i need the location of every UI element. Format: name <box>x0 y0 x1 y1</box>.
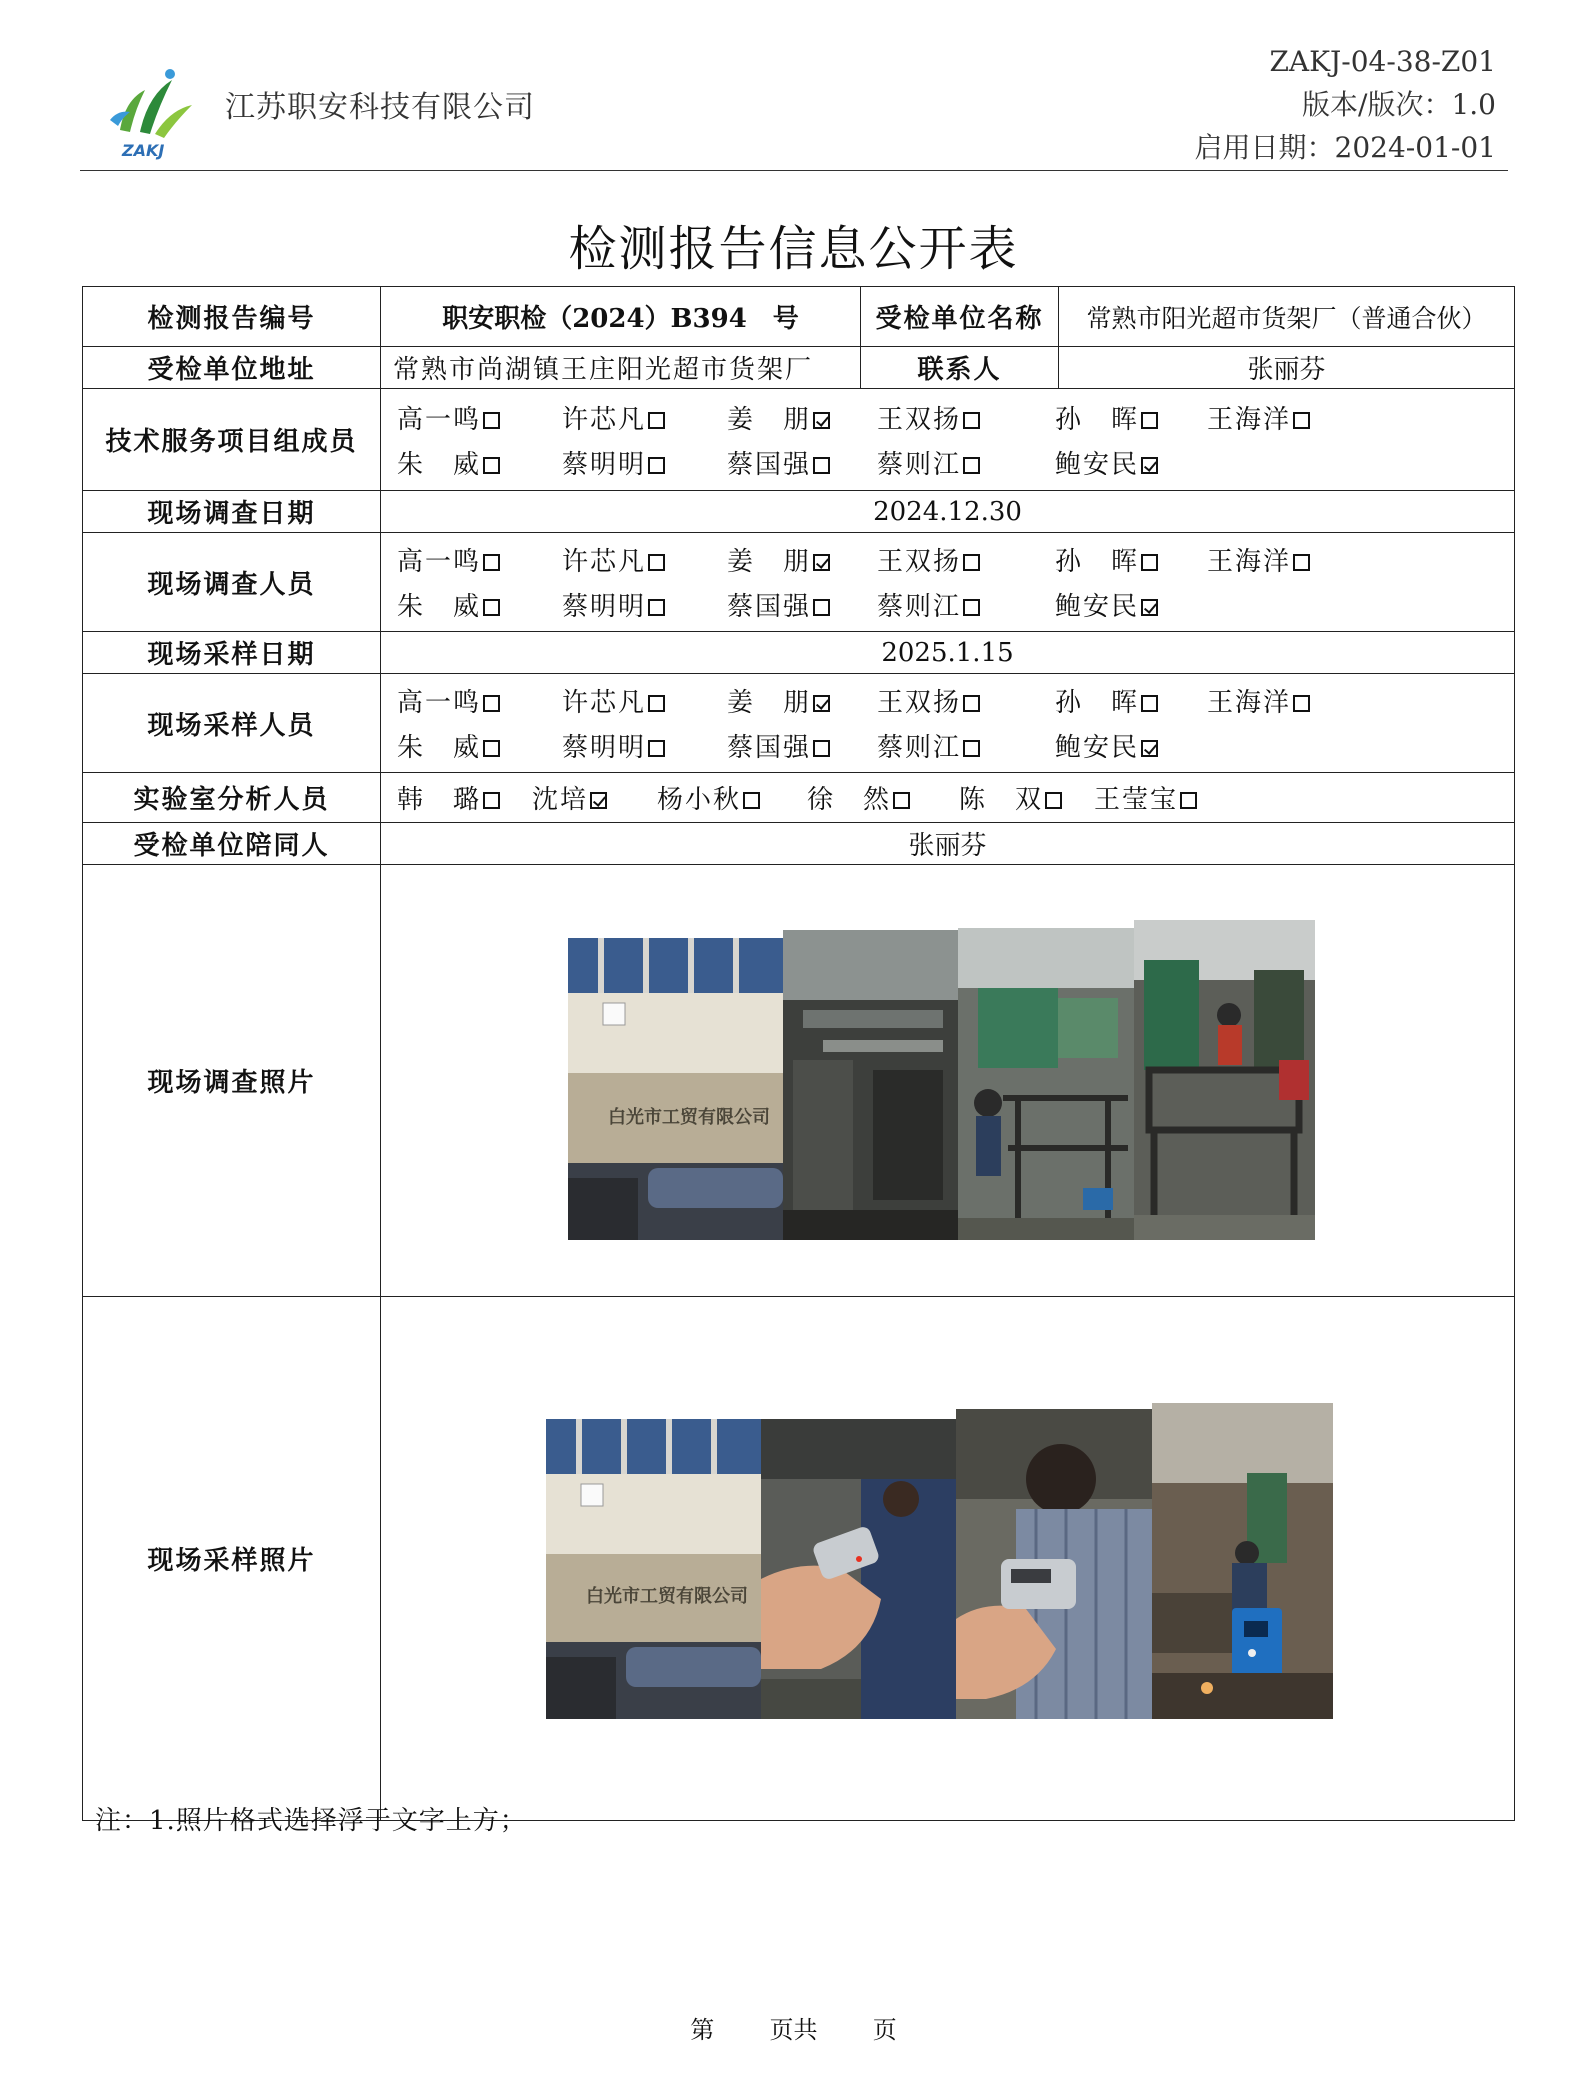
staff-item <box>877 727 1055 764</box>
unchecked-box-icon[interactable] <box>648 554 665 571</box>
contact: 张丽芬 <box>1059 347 1515 389</box>
unchecked-box-icon[interactable] <box>813 457 830 474</box>
staff-item <box>1055 399 1207 436</box>
staff-name: 朱 威 <box>397 733 482 763</box>
sampling-date-label: 现场采样日期 <box>83 632 381 674</box>
company-name: 江苏职安科技有限公司 <box>225 90 535 125</box>
sampling-photos-label: 现场采样照片 <box>83 1297 381 1821</box>
checked-box-icon[interactable] <box>590 792 607 809</box>
staff-item <box>562 541 727 578</box>
team-members <box>381 389 1515 491</box>
staff-name: 王双扬 <box>877 688 962 718</box>
unchecked-box-icon[interactable] <box>1141 412 1158 429</box>
page-header <box>80 40 1508 171</box>
staff-name: 高一鸣 <box>397 688 482 718</box>
report-info-table <box>82 286 1515 1821</box>
staff-item <box>397 586 562 623</box>
photo-sign-text-2: 白光市工贸有限公司 <box>586 1585 748 1607</box>
sampling-photos <box>381 1297 1515 1821</box>
company-logo <box>100 60 200 160</box>
photo-sampling-device-2 <box>956 1409 1152 1719</box>
staff-item <box>562 682 727 719</box>
checked-box-icon[interactable] <box>1141 599 1158 616</box>
staff-item <box>657 779 807 816</box>
staff-name: 蔡明明 <box>562 733 647 763</box>
staff-item <box>727 444 877 481</box>
staff-name: 蔡则江 <box>877 592 962 622</box>
survey-staff-label: 现场调查人员 <box>83 533 381 632</box>
unchecked-box-icon[interactable] <box>893 792 910 809</box>
staff-item <box>877 399 1055 436</box>
staff-item <box>727 727 877 764</box>
unit-name-label: 受检单位名称 <box>861 287 1059 347</box>
staff-name: 姜 朋 <box>727 404 812 435</box>
staff-name: 孙 晖 <box>1055 688 1140 718</box>
staff-item <box>397 727 562 764</box>
staff-name: 朱 威 <box>397 449 482 480</box>
unchecked-box-icon[interactable] <box>963 554 980 571</box>
staff-item <box>807 779 959 816</box>
staff-item <box>1207 541 1367 578</box>
staff-item <box>562 727 727 764</box>
staff-item <box>877 444 1055 481</box>
staff-name: 蔡明明 <box>562 592 647 622</box>
staff-item <box>1055 541 1207 578</box>
staff-item <box>1094 779 1244 816</box>
staff-item <box>1055 682 1207 719</box>
logo-text: ZAKJ <box>122 141 165 160</box>
staff-name: 蔡则江 <box>877 449 962 480</box>
unchecked-box-icon[interactable] <box>648 695 665 712</box>
address: 常熟市尚湖镇王庄阳光超市货架厂 <box>381 347 861 389</box>
unchecked-box-icon[interactable] <box>813 599 830 616</box>
staff-name: 许芯凡 <box>562 547 647 577</box>
staff-name: 蔡则江 <box>877 733 962 763</box>
checked-box-icon[interactable] <box>1141 457 1158 474</box>
staff-item <box>1207 399 1367 436</box>
staff-item <box>1055 586 1207 623</box>
survey-staff <box>381 533 1515 632</box>
staff-name: 朱 威 <box>397 592 482 622</box>
staff-name: 许芯凡 <box>562 404 647 435</box>
photo-workshop-2 <box>958 928 1134 1240</box>
report-no: 职安职检（2024）B394 号 <box>381 287 861 347</box>
staff-name: 蔡国强 <box>727 449 812 480</box>
escort: 张丽芬 <box>381 823 1515 865</box>
checked-box-icon[interactable] <box>813 695 830 712</box>
staff-item <box>397 541 562 578</box>
lab-label: 实验室分析人员 <box>83 773 381 823</box>
unchecked-box-icon[interactable] <box>1293 412 1310 429</box>
staff-name: 徐 然 <box>807 785 892 815</box>
staff-name: 王双扬 <box>877 404 962 435</box>
contact-label: 联系人 <box>861 347 1059 389</box>
unchecked-box-icon[interactable] <box>743 792 760 809</box>
survey-photos <box>381 865 1515 1297</box>
sampling-staff <box>381 674 1515 773</box>
staff-item <box>397 444 562 481</box>
page-footer <box>0 2010 1587 2045</box>
checked-box-icon[interactable] <box>1141 740 1158 757</box>
unchecked-box-icon[interactable] <box>483 599 500 616</box>
lab-staff <box>381 773 1515 823</box>
staff-name: 鲍安民 <box>1055 592 1140 622</box>
unchecked-box-icon[interactable] <box>963 457 980 474</box>
unchecked-box-icon[interactable] <box>1141 695 1158 712</box>
staff-item <box>532 779 657 816</box>
staff-item <box>562 444 727 481</box>
unit-name: 常熟市阳光超市货架厂（普通合伙） <box>1059 287 1515 347</box>
footnote: 注：1.照片格式选择浮于文字上方； <box>95 1806 527 1836</box>
doc-version: 版本/版次：1.0 <box>1302 88 1496 121</box>
staff-name: 鲍安民 <box>1055 449 1140 480</box>
staff-name: 孙 晖 <box>1055 547 1140 577</box>
doc-code: ZAKJ-04-38-Z01 <box>1269 45 1496 78</box>
photo-building-2 <box>546 1419 761 1719</box>
unchecked-box-icon[interactable] <box>1141 554 1158 571</box>
staff-name: 鲍安民 <box>1055 733 1140 763</box>
staff-name: 王海洋 <box>1207 404 1292 435</box>
unchecked-box-icon[interactable] <box>483 457 500 474</box>
staff-item <box>1055 444 1207 481</box>
team-label: 技术服务项目组成员 <box>83 389 381 491</box>
staff-name: 蔡国强 <box>727 733 812 763</box>
staff-name: 王莹宝 <box>1094 785 1179 815</box>
unchecked-box-icon[interactable] <box>483 740 500 757</box>
photo-sampling-workshop <box>1152 1403 1333 1719</box>
unchecked-box-icon[interactable] <box>1180 792 1197 809</box>
doc-meta <box>1195 40 1496 169</box>
sampling-staff-label: 现场采样人员 <box>83 674 381 773</box>
unchecked-box-icon[interactable] <box>963 695 980 712</box>
survey-date: 2024.12.30 <box>381 491 1515 533</box>
footer-page-end: 页 <box>872 2016 897 2044</box>
unchecked-box-icon[interactable] <box>648 457 665 474</box>
staff-item <box>877 682 1055 719</box>
page-title: 检测报告信息公开表 <box>568 221 1019 277</box>
effective-date: 启用日期：2024-01-01 <box>1194 131 1496 164</box>
staff-name: 杨小秋 <box>657 785 742 815</box>
unchecked-box-icon[interactable] <box>963 412 980 429</box>
staff-item <box>877 586 1055 623</box>
footer-page-mid: 页共 <box>769 2016 818 2044</box>
staff-name: 沈培 <box>532 785 589 815</box>
survey-photos-label: 现场调查照片 <box>83 865 381 1297</box>
staff-name: 高一鸣 <box>397 404 482 435</box>
staff-item <box>397 399 562 436</box>
staff-name: 王海洋 <box>1207 688 1292 718</box>
unchecked-box-icon[interactable] <box>483 412 500 429</box>
unchecked-box-icon[interactable] <box>483 792 500 809</box>
staff-name: 王双扬 <box>877 547 962 577</box>
staff-name: 孙 晖 <box>1055 404 1140 435</box>
staff-item <box>397 779 532 816</box>
photo-sign-text: 白光市工贸有限公司 <box>608 1106 770 1128</box>
staff-item <box>727 541 877 578</box>
unchecked-box-icon[interactable] <box>963 599 980 616</box>
staff-name: 蔡明明 <box>562 449 647 480</box>
staff-name: 高一鸣 <box>397 547 482 577</box>
photo-workshop-1 <box>783 930 958 1240</box>
photo-sampling-device-1 <box>761 1419 956 1719</box>
escort-label: 受检单位陪同人 <box>83 823 381 865</box>
staff-name: 韩 璐 <box>397 785 482 815</box>
unchecked-box-icon[interactable] <box>648 412 665 429</box>
report-no-label: 检测报告编号 <box>83 287 381 347</box>
staff-item <box>727 586 877 623</box>
photo-workshop-3 <box>1134 920 1315 1240</box>
unchecked-box-icon[interactable] <box>483 554 500 571</box>
sampling-date: 2025.1.15 <box>381 632 1515 674</box>
checked-box-icon[interactable] <box>813 554 830 571</box>
staff-item <box>877 541 1055 578</box>
footer-page: 第 <box>690 2016 715 2044</box>
unchecked-box-icon[interactable] <box>483 695 500 712</box>
staff-name: 姜 朋 <box>727 688 812 718</box>
staff-name: 陈 双 <box>959 785 1044 815</box>
staff-name: 王海洋 <box>1207 547 1292 577</box>
staff-name: 蔡国强 <box>727 592 812 622</box>
unchecked-box-icon[interactable] <box>648 599 665 616</box>
unchecked-box-icon[interactable] <box>1293 554 1310 571</box>
unchecked-box-icon[interactable] <box>648 740 665 757</box>
staff-item <box>959 779 1094 816</box>
unchecked-box-icon[interactable] <box>813 740 830 757</box>
staff-item <box>727 399 877 436</box>
staff-item <box>1055 727 1207 764</box>
staff-name: 许芯凡 <box>562 688 647 718</box>
staff-item <box>562 586 727 623</box>
unchecked-box-icon[interactable] <box>1293 695 1310 712</box>
address-label: 受检单位地址 <box>83 347 381 389</box>
staff-item <box>727 682 877 719</box>
checked-box-icon[interactable] <box>813 412 830 429</box>
survey-date-label: 现场调查日期 <box>83 491 381 533</box>
photo-building <box>568 938 783 1240</box>
staff-item <box>562 399 727 436</box>
staff-item <box>1207 682 1367 719</box>
staff-name: 姜 朋 <box>727 547 812 577</box>
unchecked-box-icon[interactable] <box>963 740 980 757</box>
staff-item <box>397 682 562 719</box>
unchecked-box-icon[interactable] <box>1045 792 1062 809</box>
